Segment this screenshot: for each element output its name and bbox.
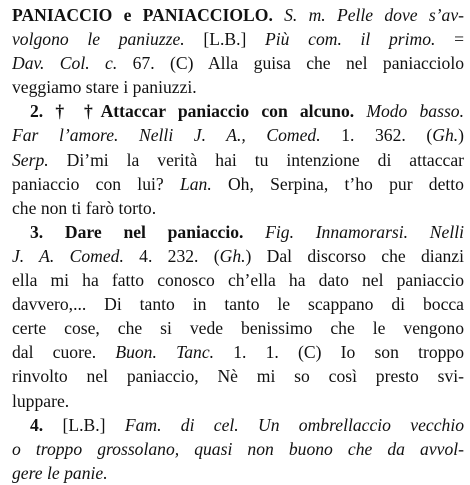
entry-line: [12, 75, 464, 99]
italic-text: Più com. il primo.: [265, 29, 436, 50]
entry-line: [12, 316, 464, 340]
italic-text: o troppo grossolano, quasi non buono che da avvol-: [12, 438, 464, 459]
body-text: luppare.: [12, 390, 70, 411]
entry-line: [12, 268, 464, 292]
body-text: rinvolto nel paniaccio, Nè mi so così presto svi-: [12, 366, 464, 387]
body-text: [273, 5, 284, 25]
sense-heading: 3. Dare nel paniaccio.: [30, 221, 244, 242]
italic-text: Fam. di cel. Un ombrellaccio vecchio: [124, 414, 464, 435]
italic-text: J. A. Comed.: [12, 245, 124, 266]
italic-text: Fig. Innamorarsi. Nelli: [265, 221, 464, 242]
italic-text: Modo basso.: [366, 101, 464, 122]
entry-line: [12, 27, 464, 51]
body-text: 1. 362. (: [320, 125, 433, 146]
italic-text: Far l’amore. Nelli J. A., Comed.: [12, 125, 321, 146]
body-text: [L.B.]: [184, 29, 266, 50]
entry-line: [12, 364, 464, 388]
entry-line: [12, 437, 464, 461]
entry-line: [12, 220, 464, 244]
body-text: Oh, Serpina, t’ho pur detto: [211, 173, 464, 194]
entry-line: [12, 196, 464, 220]
body-text: che non ti farò torto.: [12, 197, 157, 218]
dictionary-entry: [12, 3, 464, 485]
body-text: veggiamo stare i paniuzzi.: [12, 77, 197, 98]
entry-line: [12, 389, 464, 413]
italic-text: Serp.: [12, 149, 49, 170]
sense-heading: 4.: [30, 414, 63, 435]
entry-line: [12, 172, 464, 196]
entry-line: [12, 148, 464, 172]
italic-text: S. m. Pelle dove s’av-: [284, 5, 464, 25]
entry-line: [12, 461, 464, 485]
entry-line: [12, 3, 464, 27]
body-text: 67. (C) Alla guisa che nel paniacciolo: [117, 53, 464, 74]
body-text: [243, 222, 265, 242]
entry-line: [12, 51, 464, 75]
body-text: 4. 232. (: [123, 245, 220, 266]
entry-line: [12, 340, 464, 364]
body-text: certe cose, che si vede benissimo che le vengono: [12, 318, 464, 339]
body-text: =: [435, 29, 464, 50]
body-text: paniaccio con lui?: [12, 173, 180, 194]
italic-text: Buon. Tanc.: [115, 342, 215, 363]
body-text: [L.B.]: [62, 414, 125, 435]
entry-line: [12, 244, 464, 268]
body-text: dal cuore.: [12, 342, 116, 363]
sense-heading: PANIACCIO e PANIACCIOLO.: [12, 5, 273, 25]
italic-text: Dav. Col. c.: [12, 53, 118, 74]
italic-text: gere le panie.: [12, 462, 108, 483]
body-text: ) Dal discorso che dianzi: [245, 245, 464, 266]
entry-line: [12, 99, 464, 123]
body-text: ): [458, 125, 464, 146]
entry-line: [12, 292, 464, 316]
entry-line: [12, 123, 464, 147]
italic-text: volgono le paniuzze.: [12, 29, 185, 50]
body-text: [354, 101, 366, 121]
italic-text: Gh.: [432, 125, 459, 146]
body-text: ella mi ha fatto conosco ch’ella ha dato nel paniaccio: [12, 270, 464, 291]
sense-heading: 2. † †Attaccar paniaccio con alcuno.: [30, 101, 355, 122]
body-text: davvero,... Di tanto in tanto le scappano di bocca: [12, 294, 464, 315]
body-text: Di’mi la verità hai tu intenzione di attaccar: [48, 149, 464, 170]
italic-text: Gh.: [219, 245, 246, 266]
entry-line: [12, 413, 464, 437]
italic-text: Lan.: [179, 173, 212, 194]
body-text: 1. 1. (C) Io son troppo: [214, 342, 464, 363]
